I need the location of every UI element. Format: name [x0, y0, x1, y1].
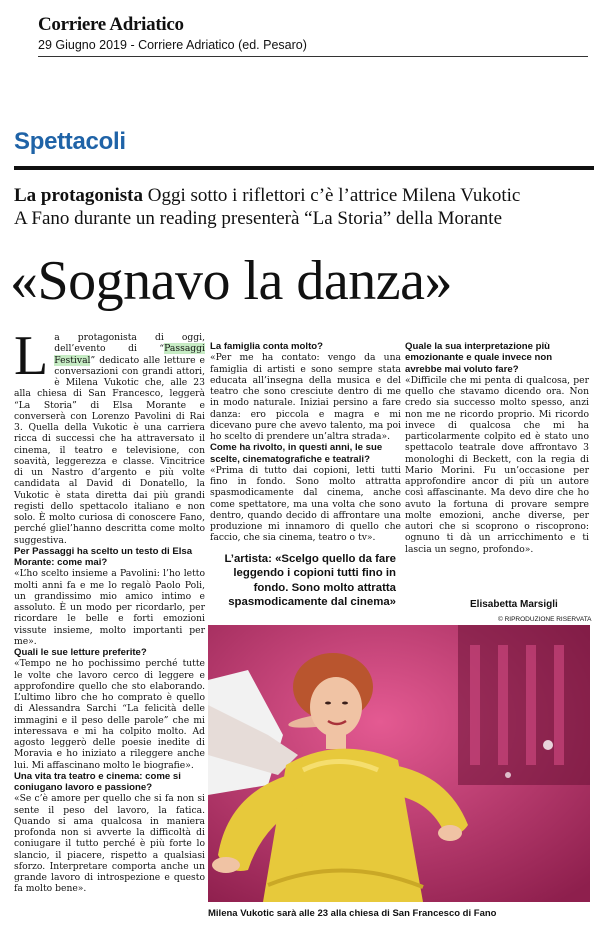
headline: «Sognavo la danza»: [10, 250, 452, 312]
kicker-label: La protagonista: [14, 185, 143, 206]
article-photo: [208, 625, 590, 902]
dateline: 29 Giugno 2019 - Corriere Adriatico (ed. Pesaro): [38, 38, 307, 52]
kicker-line-2: A Fano durante un reading presenterà “La Storia” della Morante: [14, 208, 503, 229]
pull-quote: L’artista: «Scelgo quello da fare leggendo i copioni tutti fino in fondo. Sono molto attratta spasmodicamente dal cinema»: [224, 553, 396, 608]
section-divider: [14, 166, 594, 170]
question-2: Quali le sue letture preferite?: [14, 647, 147, 658]
question-5: Come ha rivolto, in questi anni, le sue scelte, cinematografiche e teatrali?: [210, 442, 383, 465]
masthead: Corriere Adriatico: [38, 14, 184, 35]
photo-caption: Milena Vukotic sarà alle 23 alla chiesa di San Francesco di Fano: [208, 908, 497, 919]
dancer-illustration: [208, 625, 590, 902]
question-4: La famiglia conta molto?: [210, 341, 324, 352]
article-column-1: [14, 325, 205, 895]
intro-paragraph: La protagonista di oggi, dell’evento di “Passaggi Festival” dedicato alle letture e conversazioni con grandi attori, è Milena Vukotic che, alle 23 alla chiesa di San Francesco, leggerà “La Storia” di Elsa Morante e converserà con Lorenzo Pavolini di Rai 3. Quella della Vukotic è una carriera ricca di successi che ha attraversato il cinema, il teatro e televisione, con soavità, leggerezza e classe. Vincitrice di un Nastro d’argento e più volte candidata al David di Donatello, la Vukotic è stata diretta dai più grandi registi dello spettacolo italiano e non solo. È molto curiosa di conoscere Fano, perché gliel’hanno descritta come molto suggestiva.: [14, 325, 205, 546]
festival-link[interactable]: Passaggi Festival: [54, 343, 205, 366]
section-title: Spettacoli: [14, 128, 126, 155]
answer-3: «Se c’è amore per quello che si fa non si sente il peso del lavoro, la fatica. Quando si ama qualcosa in maniera profonda non si avverte la difficoltà di coniugare il tutto perché è più forte lo slancio, il piacere, rispetto a qualsiasi sforzo. Interpretare comporta anche un grande lavoro di introspezione e questo fa molto bene».: [14, 793, 205, 895]
answer-4: «Per me ha contato: vengo da una famiglia di artisti e sono sempre stata educata all’insegna della musica e del teatro che sono cresciute dentro di me in modo naturale. Iniziai persino a fare danza: ero piccola e magra e mi dicevano pure che avevo talento, ma poi ho scelto di prendere un’altra strada».: [210, 352, 401, 442]
dateline-divider: [38, 56, 588, 57]
question-3: Una vita tra teatro e cinema: come si coniugano lavoro e passione?: [14, 770, 181, 793]
kicker: [14, 184, 594, 230]
byline: Elisabetta Marsigli: [470, 599, 558, 610]
article-column-3: [405, 341, 589, 555]
copyright-notice: © RIPRODUZIONE RISERVATA: [498, 616, 592, 623]
answer-1: «L’ho scelto insieme a Pavolini: l’ho letto molti anni fa e me lo regalò Paolo Poli, un grandissimo mio amico intimo e assoluto. È un modo per ricordarlo, per ricordare le belle e forti emozioni vissute insieme, molto importanti per me».: [14, 568, 205, 647]
answer-6: «Difficile che mi penta di qualcosa, per quello che stavamo dicendo ora. Non credo sia successo molto spesso, anzi non me ne ricordo proprio. Mi ricordo invece di qualcosa che mi ha particolarmente colpito ed è stato uno spettacolo teatrale dove affrontavo 3 monologhi di Beckett, con la regia di Mario Morini. Fu un’occasione per approfondire ancor di più un autore così affascinante. Ma devo dire che ho avuto la fortuna di provare sempre molte emozioni, anche diverse, per autori che si scoprono o riscoprono: ognuno ti dà un arricchimento e ti lascia un segno, profondo».: [405, 374, 589, 555]
answer-2: «Tempo ne ho pochissimo perché tutte le volte che lavoro cerco di leggere e approfondire quello che sto elaborando. L’ultimo libro che ho comprato è quello di Alessandra Sarchi “La felicità delle immagini e il peso delle parole” che mi interessava e mi ha colpito molto. Ad agosto leggerò delle poesie inedite di Moravia e ho iniziato a rileggere anche lui. Mi affascinano molto le biografie».: [14, 658, 205, 771]
question-6: Quale la sua interpretazione più emozionante e quale invece non avrebbe mai voluto fare?: [405, 341, 553, 375]
kicker-line-1: Oggi sotto i riflettori c’è l’attrice Milena Vukotic: [147, 185, 521, 206]
drop-cap: L: [14, 325, 49, 387]
answer-5: «Prima di tutto dai copioni, letti tutti fino in fondo. Sono molto attratta spasmodicamente dal cinema, anche come spettatore, ma una volta che sono dentro, quando decido di affrontare una produzione mi innamoro di quello che faccio, che sia cinema, teatro o tv».: [210, 464, 401, 544]
question-1: Per Passaggi ha scelto un testo di Elsa Morante: come mai?: [14, 545, 193, 568]
